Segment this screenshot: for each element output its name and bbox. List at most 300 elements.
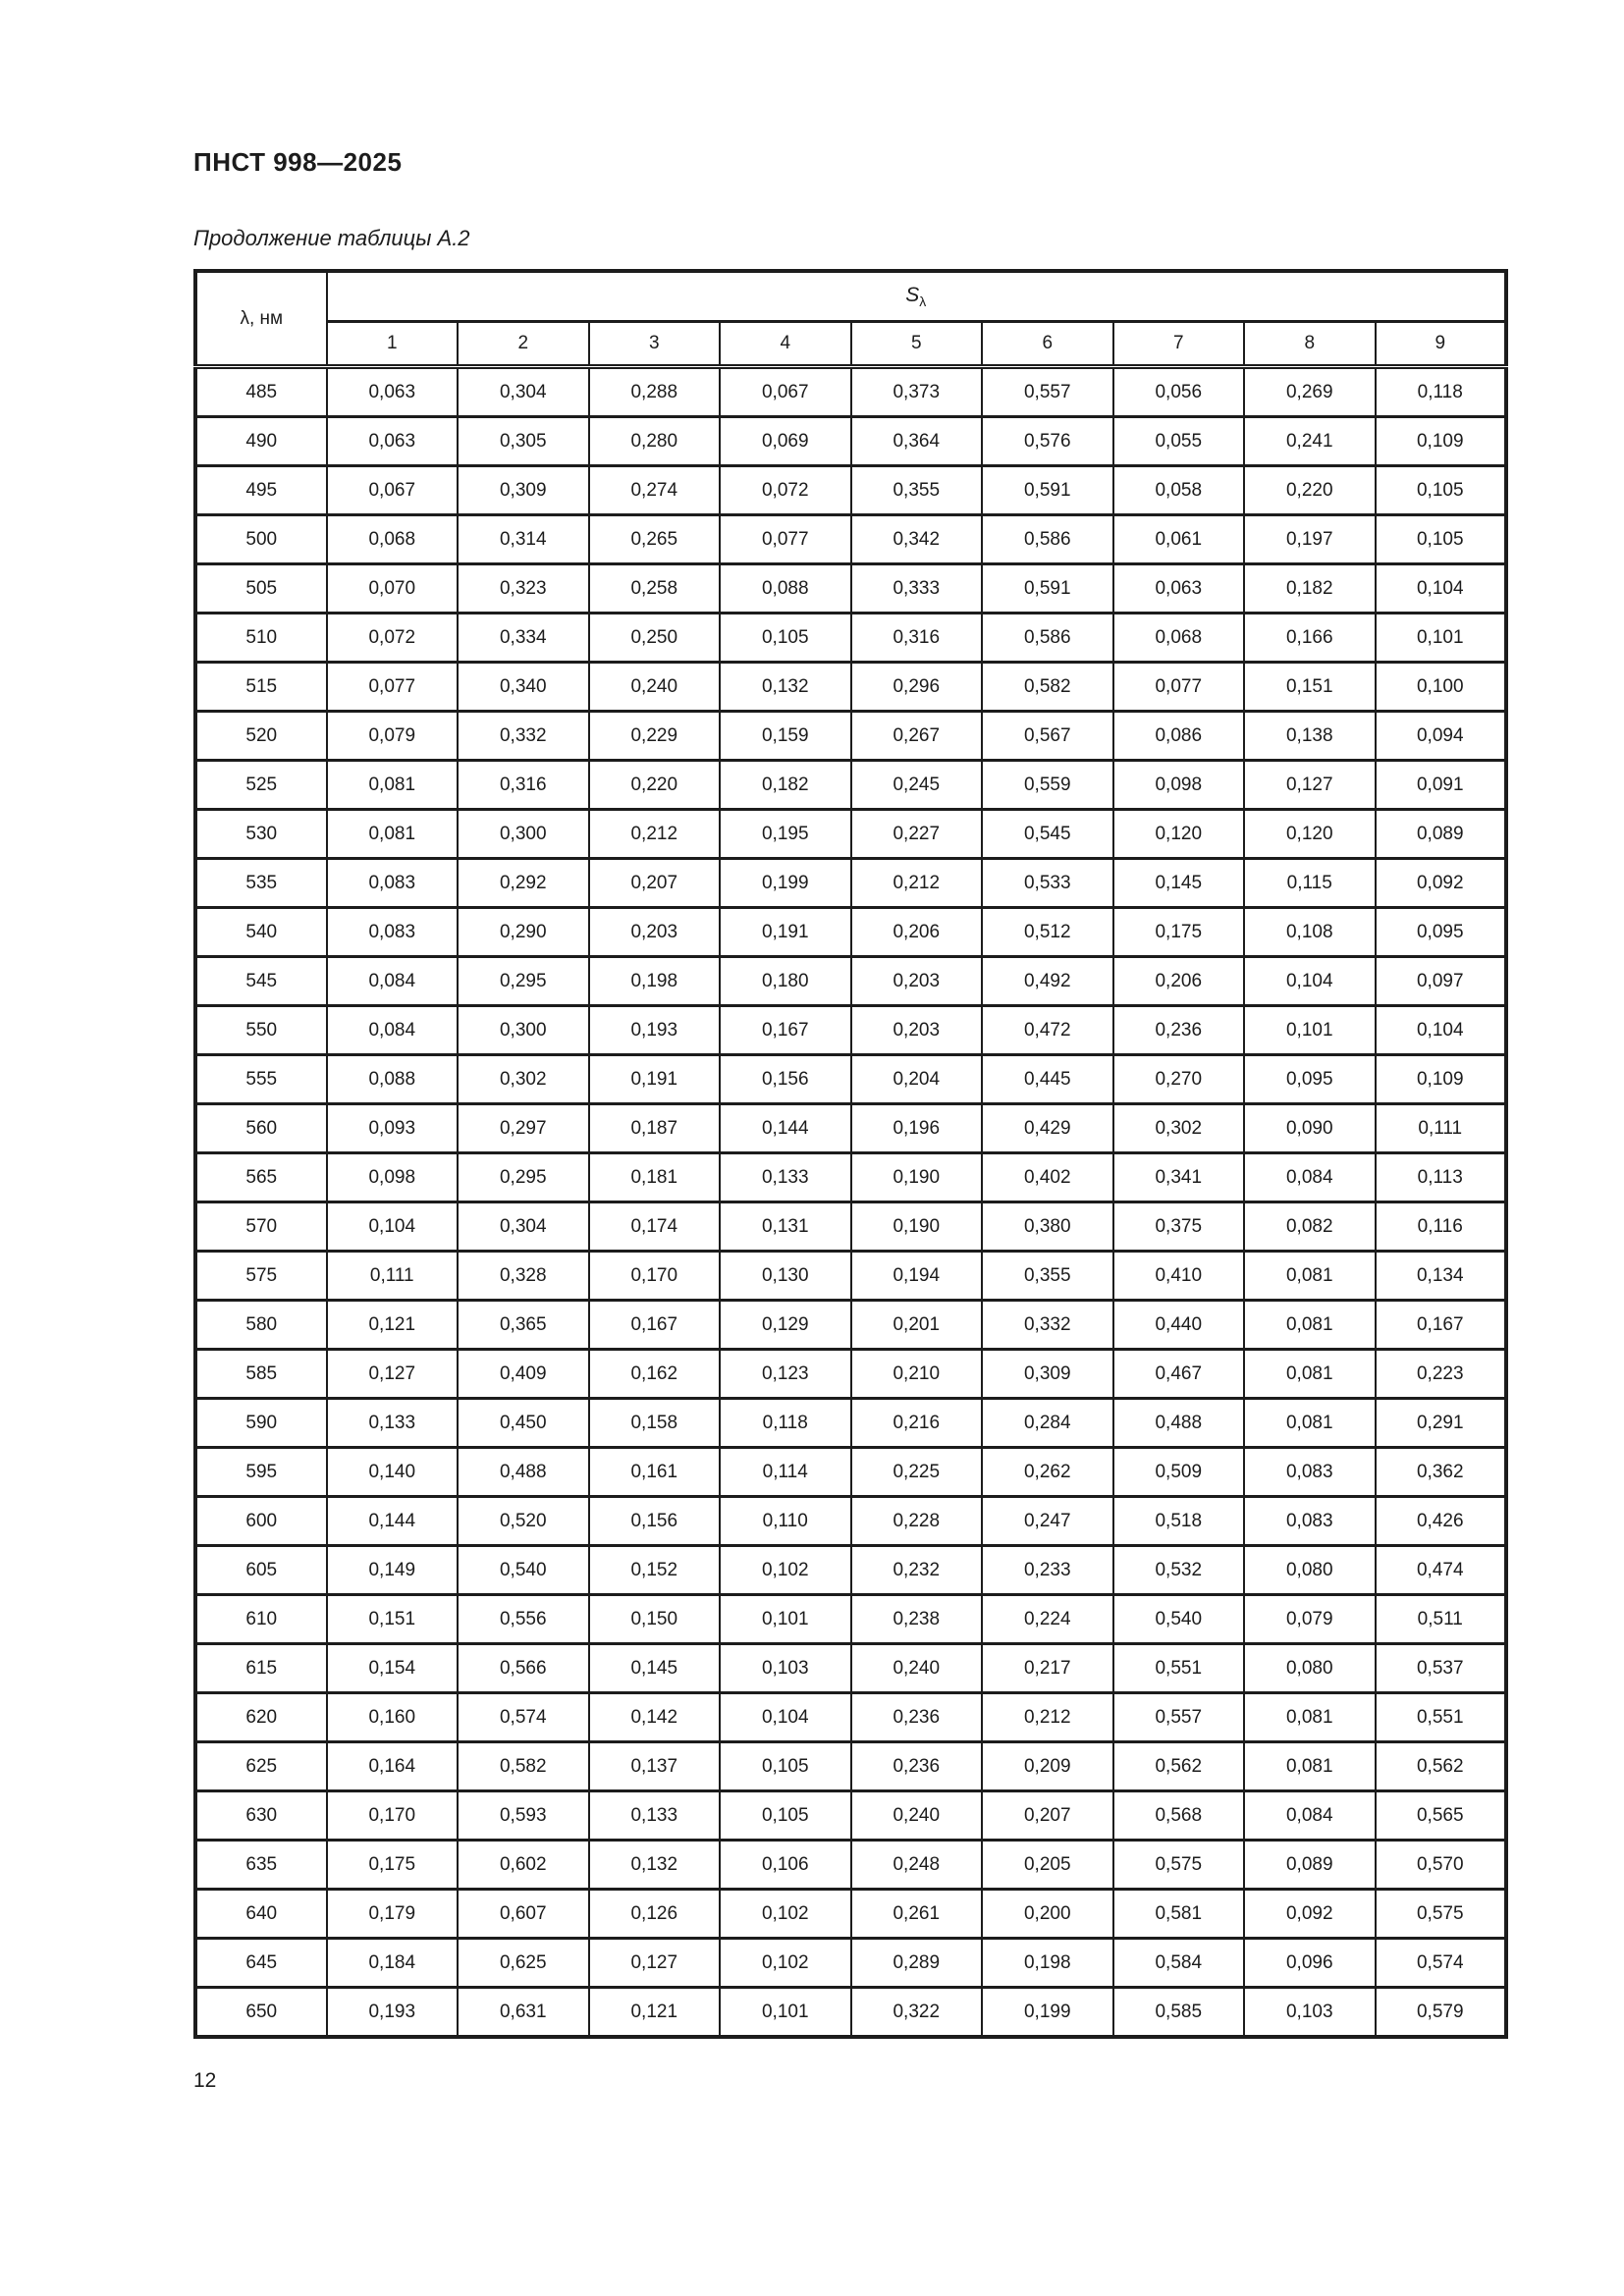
value-cell: 0,127: [589, 1939, 721, 1988]
wavelength-header-label: λ, нм: [240, 307, 284, 329]
table-row: [195, 663, 1506, 712]
value-cell: 0,540: [458, 1546, 589, 1595]
value-cell: 0,625: [458, 1939, 589, 1988]
value-cell: 0,166: [1244, 614, 1376, 663]
value-cell: 0,156: [720, 1055, 851, 1104]
wavelength-cell: 530: [195, 810, 327, 859]
value-cell: 0,068: [327, 515, 459, 564]
value-cell: 0,540: [1113, 1595, 1245, 1644]
value-cell: 0,574: [1376, 1939, 1507, 1988]
value-cell: 0,081: [327, 761, 459, 810]
value-cell: 0,355: [851, 466, 983, 515]
value-cell: 0,190: [851, 1202, 983, 1252]
value-cell: 0,304: [458, 1202, 589, 1252]
value-cell: 0,181: [589, 1153, 721, 1202]
value-cell: 0,291: [1376, 1399, 1507, 1448]
table-row: [195, 1448, 1506, 1497]
value-cell: 0,081: [1244, 1252, 1376, 1301]
value-cell: 0,109: [1376, 417, 1507, 466]
value-cell: 0,304: [458, 367, 589, 417]
value-cell: 0,095: [1244, 1055, 1376, 1104]
value-cell: 0,095: [1376, 908, 1507, 957]
value-cell: 0,113: [1376, 1153, 1507, 1202]
table-row: [195, 564, 1506, 614]
wavelength-cell: 585: [195, 1350, 327, 1399]
value-cell: 0,193: [589, 1006, 721, 1055]
value-cell: 0,322: [851, 1988, 983, 2038]
value-cell: 0,566: [458, 1644, 589, 1693]
value-cell: 0,170: [327, 1791, 459, 1841]
value-cell: 0,295: [458, 1153, 589, 1202]
value-cell: 0,072: [720, 466, 851, 515]
wavelength-cell: 505: [195, 564, 327, 614]
value-cell: 0,127: [327, 1350, 459, 1399]
value-cell: 0,316: [851, 614, 983, 663]
value-cell: 0,134: [1376, 1252, 1507, 1301]
table-row: [195, 1350, 1506, 1399]
table-row: [195, 810, 1506, 859]
value-cell: 0,261: [851, 1890, 983, 1939]
value-cell: 0,154: [327, 1644, 459, 1693]
value-cell: 0,104: [327, 1202, 459, 1252]
value-cell: 0,199: [720, 859, 851, 908]
value-cell: 0,088: [720, 564, 851, 614]
value-cell: 0,086: [1113, 712, 1245, 761]
value-cell: 0,355: [982, 1252, 1113, 1301]
value-cell: 0,093: [327, 1104, 459, 1153]
value-cell: 0,302: [1113, 1104, 1245, 1153]
table-row: [195, 1890, 1506, 1939]
value-cell: 0,236: [851, 1742, 983, 1791]
wavelength-cell: 580: [195, 1301, 327, 1350]
value-cell: 0,142: [589, 1693, 721, 1742]
value-cell: 0,084: [327, 957, 459, 1006]
value-cell: 0,472: [982, 1006, 1113, 1055]
value-cell: 0,182: [1244, 564, 1376, 614]
wavelength-cell: 605: [195, 1546, 327, 1595]
value-cell: 0,445: [982, 1055, 1113, 1104]
value-cell: 0,164: [327, 1742, 459, 1791]
value-cell: 0,267: [851, 712, 983, 761]
value-cell: 0,144: [720, 1104, 851, 1153]
value-cell: 0,109: [1376, 1055, 1507, 1104]
value-cell: 0,104: [1376, 1006, 1507, 1055]
value-cell: 0,121: [327, 1301, 459, 1350]
value-cell: 0,212: [982, 1693, 1113, 1742]
value-cell: 0,296: [851, 663, 983, 712]
value-cell: 0,158: [589, 1399, 721, 1448]
value-cell: 0,314: [458, 515, 589, 564]
value-cell: 0,365: [458, 1301, 589, 1350]
value-cell: 0,079: [1244, 1595, 1376, 1644]
value-cell: 0,118: [1376, 367, 1507, 417]
value-cell: 0,083: [327, 908, 459, 957]
value-cell: 0,167: [589, 1301, 721, 1350]
value-cell: 0,579: [1376, 1988, 1507, 2038]
value-cell: 0,556: [458, 1595, 589, 1644]
value-cell: 0,081: [327, 810, 459, 859]
table-row: [195, 1693, 1506, 1742]
value-cell: 0,289: [851, 1939, 983, 1988]
value-cell: 0,292: [458, 859, 589, 908]
value-cell: 0,193: [327, 1988, 459, 2038]
value-cell: 0,270: [1113, 1055, 1245, 1104]
table-row: [195, 1104, 1506, 1153]
wavelength-cell: 635: [195, 1841, 327, 1890]
value-cell: 0,334: [458, 614, 589, 663]
value-cell: 0,429: [982, 1104, 1113, 1153]
value-cell: 0,179: [327, 1890, 459, 1939]
value-cell: 0,410: [1113, 1252, 1245, 1301]
value-cell: 0,120: [1244, 810, 1376, 859]
value-cell: 0,101: [720, 1988, 851, 2038]
value-cell: 0,123: [720, 1350, 851, 1399]
value-cell: 0,223: [1376, 1350, 1507, 1399]
table-row: [195, 515, 1506, 564]
wavelength-cell: 525: [195, 761, 327, 810]
wavelength-cell: 535: [195, 859, 327, 908]
value-cell: 0,262: [982, 1448, 1113, 1497]
value-cell: 0,582: [458, 1742, 589, 1791]
table-row: [195, 1497, 1506, 1546]
value-cell: 0,105: [720, 1791, 851, 1841]
value-cell: 0,591: [982, 466, 1113, 515]
value-cell: 0,090: [1244, 1104, 1376, 1153]
value-cell: 0,103: [720, 1644, 851, 1693]
value-cell: 0,241: [1244, 417, 1376, 466]
value-cell: 0,156: [589, 1497, 721, 1546]
value-cell: 0,129: [720, 1301, 851, 1350]
value-cell: 0,300: [458, 1006, 589, 1055]
value-cell: 0,380: [982, 1202, 1113, 1252]
value-cell: 0,151: [1244, 663, 1376, 712]
value-cell: 0,072: [327, 614, 459, 663]
column-number-header: 4: [720, 322, 851, 367]
value-cell: 0,063: [327, 417, 459, 466]
column-number-header: 2: [458, 322, 589, 367]
value-cell: 0,131: [720, 1202, 851, 1252]
value-cell: 0,121: [589, 1988, 721, 2038]
table-row: [195, 1252, 1506, 1301]
value-cell: 0,207: [589, 859, 721, 908]
value-cell: 0,105: [1376, 515, 1507, 564]
value-cell: 0,509: [1113, 1448, 1245, 1497]
value-cell: 0,081: [1244, 1693, 1376, 1742]
value-cell: 0,409: [458, 1350, 589, 1399]
value-cell: 0,316: [458, 761, 589, 810]
value-cell: 0,063: [1113, 564, 1245, 614]
value-cell: 0,302: [458, 1055, 589, 1104]
value-cell: 0,133: [720, 1153, 851, 1202]
value-cell: 0,133: [589, 1791, 721, 1841]
value-cell: 0,206: [851, 908, 983, 957]
value-cell: 0,582: [982, 663, 1113, 712]
value-cell: 0,101: [1244, 1006, 1376, 1055]
value-cell: 0,081: [1244, 1742, 1376, 1791]
s-subscript-lambda: λ: [919, 294, 927, 310]
value-cell: 0,488: [458, 1448, 589, 1497]
value-cell: 0,160: [327, 1693, 459, 1742]
value-cell: 0,089: [1244, 1841, 1376, 1890]
wavelength-cell: 555: [195, 1055, 327, 1104]
table-row: [195, 908, 1506, 957]
table-row: [195, 1006, 1506, 1055]
value-cell: 0,375: [1113, 1202, 1245, 1252]
value-cell: 0,069: [720, 417, 851, 466]
value-cell: 0,220: [1244, 466, 1376, 515]
value-cell: 0,203: [851, 1006, 983, 1055]
table-row: [195, 1742, 1506, 1791]
value-cell: 0,083: [1244, 1497, 1376, 1546]
table-row: [195, 859, 1506, 908]
value-cell: 0,196: [851, 1104, 983, 1153]
value-cell: 0,586: [982, 515, 1113, 564]
value-cell: 0,175: [1113, 908, 1245, 957]
value-cell: 0,104: [720, 1693, 851, 1742]
table-row: [195, 1153, 1506, 1202]
value-cell: 0,170: [589, 1252, 721, 1301]
wavelength-cell: 565: [195, 1153, 327, 1202]
value-cell: 0,151: [327, 1595, 459, 1644]
value-cell: 0,081: [1244, 1399, 1376, 1448]
value-cell: 0,174: [589, 1202, 721, 1252]
value-cell: 0,290: [458, 908, 589, 957]
value-cell: 0,265: [589, 515, 721, 564]
value-cell: 0,077: [327, 663, 459, 712]
value-cell: 0,137: [589, 1742, 721, 1791]
column-number-header: 7: [1113, 322, 1245, 367]
wavelength-cell: 510: [195, 614, 327, 663]
value-cell: 0,440: [1113, 1301, 1245, 1350]
wavelength-cell: 610: [195, 1595, 327, 1644]
value-cell: 0,562: [1113, 1742, 1245, 1791]
wavelength-cell: 645: [195, 1939, 327, 1988]
table-row: [195, 1399, 1506, 1448]
s-symbol: S: [905, 283, 920, 306]
value-cell: 0,240: [851, 1791, 983, 1841]
value-cell: 0,197: [1244, 515, 1376, 564]
value-cell: 0,280: [589, 417, 721, 466]
value-cell: 0,240: [589, 663, 721, 712]
value-cell: 0,340: [458, 663, 589, 712]
value-cell: 0,162: [589, 1350, 721, 1399]
value-cell: 0,055: [1113, 417, 1245, 466]
value-cell: 0,512: [982, 908, 1113, 957]
value-cell: 0,212: [589, 810, 721, 859]
value-cell: 0,220: [589, 761, 721, 810]
wavelength-cell: 485: [195, 367, 327, 417]
value-cell: 0,194: [851, 1252, 983, 1301]
table-row: [195, 957, 1506, 1006]
value-cell: 0,602: [458, 1841, 589, 1890]
document-standard-title: ПНСТ 998—2025: [193, 147, 403, 177]
value-cell: 0,091: [1376, 761, 1507, 810]
value-cell: 0,216: [851, 1399, 983, 1448]
wavelength-cell: 545: [195, 957, 327, 1006]
value-cell: 0,284: [982, 1399, 1113, 1448]
value-cell: 0,184: [327, 1939, 459, 1988]
column-number-header: 1: [327, 322, 459, 367]
value-cell: 0,584: [1113, 1939, 1245, 1988]
value-cell: 0,144: [327, 1497, 459, 1546]
value-cell: 0,094: [1376, 712, 1507, 761]
table-row: [195, 417, 1506, 466]
value-cell: 0,056: [1113, 367, 1245, 417]
table-row: [195, 1791, 1506, 1841]
value-cell: 0,585: [1113, 1988, 1245, 2038]
value-cell: 0,225: [851, 1448, 983, 1497]
value-cell: 0,096: [1244, 1939, 1376, 1988]
value-cell: 0,103: [1244, 1988, 1376, 2038]
value-cell: 0,081: [1244, 1350, 1376, 1399]
value-cell: 0,161: [589, 1448, 721, 1497]
value-cell: 0,574: [458, 1693, 589, 1742]
wavelength-cell: 615: [195, 1644, 327, 1693]
column-number-header: 5: [851, 322, 983, 367]
value-cell: 0,130: [720, 1252, 851, 1301]
value-cell: 0,182: [720, 761, 851, 810]
value-cell: 0,575: [1113, 1841, 1245, 1890]
value-cell: 0,217: [982, 1644, 1113, 1693]
wavelength-cell: 640: [195, 1890, 327, 1939]
value-cell: 0,518: [1113, 1497, 1245, 1546]
value-cell: 0,111: [1376, 1104, 1507, 1153]
value-cell: 0,570: [1376, 1841, 1507, 1890]
value-cell: 0,207: [982, 1791, 1113, 1841]
value-cell: 0,080: [1244, 1546, 1376, 1595]
value-cell: 0,199: [982, 1988, 1113, 2038]
value-cell: 0,079: [327, 712, 459, 761]
value-cell: 0,236: [851, 1693, 983, 1742]
value-cell: 0,300: [458, 810, 589, 859]
value-cell: 0,084: [1244, 1791, 1376, 1841]
value-cell: 0,145: [589, 1644, 721, 1693]
wavelength-cell: 575: [195, 1252, 327, 1301]
table-row: [195, 1301, 1506, 1350]
value-cell: 0,212: [851, 859, 983, 908]
wavelength-cell: 500: [195, 515, 327, 564]
value-cell: 0,568: [1113, 1791, 1245, 1841]
value-cell: 0,111: [327, 1252, 459, 1301]
value-cell: 0,328: [458, 1252, 589, 1301]
value-cell: 0,551: [1113, 1644, 1245, 1693]
value-cell: 0,105: [1376, 466, 1507, 515]
column-number-header: 6: [982, 322, 1113, 367]
value-cell: 0,191: [720, 908, 851, 957]
value-cell: 0,203: [851, 957, 983, 1006]
wavelength-column-header: [195, 271, 327, 367]
column-number-header: 3: [589, 322, 721, 367]
table-row: [195, 1644, 1506, 1693]
value-cell: 0,341: [1113, 1153, 1245, 1202]
value-cell: 0,083: [1244, 1448, 1376, 1497]
value-cell: 0,077: [1113, 663, 1245, 712]
value-cell: 0,149: [327, 1546, 459, 1595]
value-cell: 0,098: [327, 1153, 459, 1202]
value-cell: 0,364: [851, 417, 983, 466]
wavelength-cell: 495: [195, 466, 327, 515]
value-cell: 0,562: [1376, 1742, 1507, 1791]
value-cell: 0,551: [1376, 1693, 1507, 1742]
value-cell: 0,576: [982, 417, 1113, 466]
wavelength-cell: 650: [195, 1988, 327, 2038]
value-cell: 0,520: [458, 1497, 589, 1546]
value-cell: 0,245: [851, 761, 983, 810]
value-cell: 0,532: [1113, 1546, 1245, 1595]
wavelength-cell: 560: [195, 1104, 327, 1153]
value-cell: 0,167: [1376, 1301, 1507, 1350]
table-row: [195, 1595, 1506, 1644]
value-cell: 0,191: [589, 1055, 721, 1104]
value-cell: 0,084: [1244, 1153, 1376, 1202]
value-cell: 0,114: [720, 1448, 851, 1497]
value-cell: 0,127: [1244, 761, 1376, 810]
value-cell: 0,467: [1113, 1350, 1245, 1399]
value-cell: 0,323: [458, 564, 589, 614]
value-cell: 0,206: [1113, 957, 1245, 1006]
value-cell: 0,533: [982, 859, 1113, 908]
wavelength-cell: 550: [195, 1006, 327, 1055]
value-cell: 0,332: [458, 712, 589, 761]
value-cell: 0,104: [1244, 957, 1376, 1006]
value-cell: 0,101: [720, 1595, 851, 1644]
value-cell: 0,132: [589, 1841, 721, 1890]
value-cell: 0,081: [1244, 1301, 1376, 1350]
value-cell: 0,205: [982, 1841, 1113, 1890]
wavelength-cell: 490: [195, 417, 327, 466]
value-cell: 0,631: [458, 1988, 589, 2038]
value-cell: 0,233: [982, 1546, 1113, 1595]
value-cell: 0,098: [1113, 761, 1245, 810]
value-cell: 0,132: [720, 663, 851, 712]
column-number-header: 9: [1376, 322, 1507, 367]
value-cell: 0,333: [851, 564, 983, 614]
value-cell: 0,238: [851, 1595, 983, 1644]
wavelength-cell: 590: [195, 1399, 327, 1448]
value-cell: 0,240: [851, 1644, 983, 1693]
spectral-values-table: [193, 269, 1508, 2039]
wavelength-cell: 570: [195, 1202, 327, 1252]
value-cell: 0,152: [589, 1546, 721, 1595]
value-cell: 0,201: [851, 1301, 983, 1350]
value-cell: 0,104: [1376, 564, 1507, 614]
value-cell: 0,488: [1113, 1399, 1245, 1448]
value-cell: 0,105: [720, 1742, 851, 1791]
value-cell: 0,581: [1113, 1890, 1245, 1939]
table-continuation-caption: Продолжение таблицы А.2: [193, 226, 470, 250]
value-cell: 0,101: [1376, 614, 1507, 663]
value-cell: 0,565: [1376, 1791, 1507, 1841]
value-cell: 0,067: [720, 367, 851, 417]
value-cell: 0,118: [720, 1399, 851, 1448]
value-cell: 0,593: [458, 1791, 589, 1841]
value-cell: 0,545: [982, 810, 1113, 859]
table-row: [195, 1202, 1506, 1252]
table-row: [195, 1988, 1506, 2038]
value-cell: 0,450: [458, 1399, 589, 1448]
table-row: [195, 1055, 1506, 1104]
value-cell: 0,150: [589, 1595, 721, 1644]
wavelength-cell: 625: [195, 1742, 327, 1791]
value-cell: 0,288: [589, 367, 721, 417]
value-cell: 0,426: [1376, 1497, 1507, 1546]
value-cell: 0,063: [327, 367, 459, 417]
value-cell: 0,305: [458, 417, 589, 466]
value-cell: 0,586: [982, 614, 1113, 663]
value-cell: 0,575: [1376, 1890, 1507, 1939]
value-cell: 0,557: [1113, 1693, 1245, 1742]
value-cell: 0,110: [720, 1497, 851, 1546]
